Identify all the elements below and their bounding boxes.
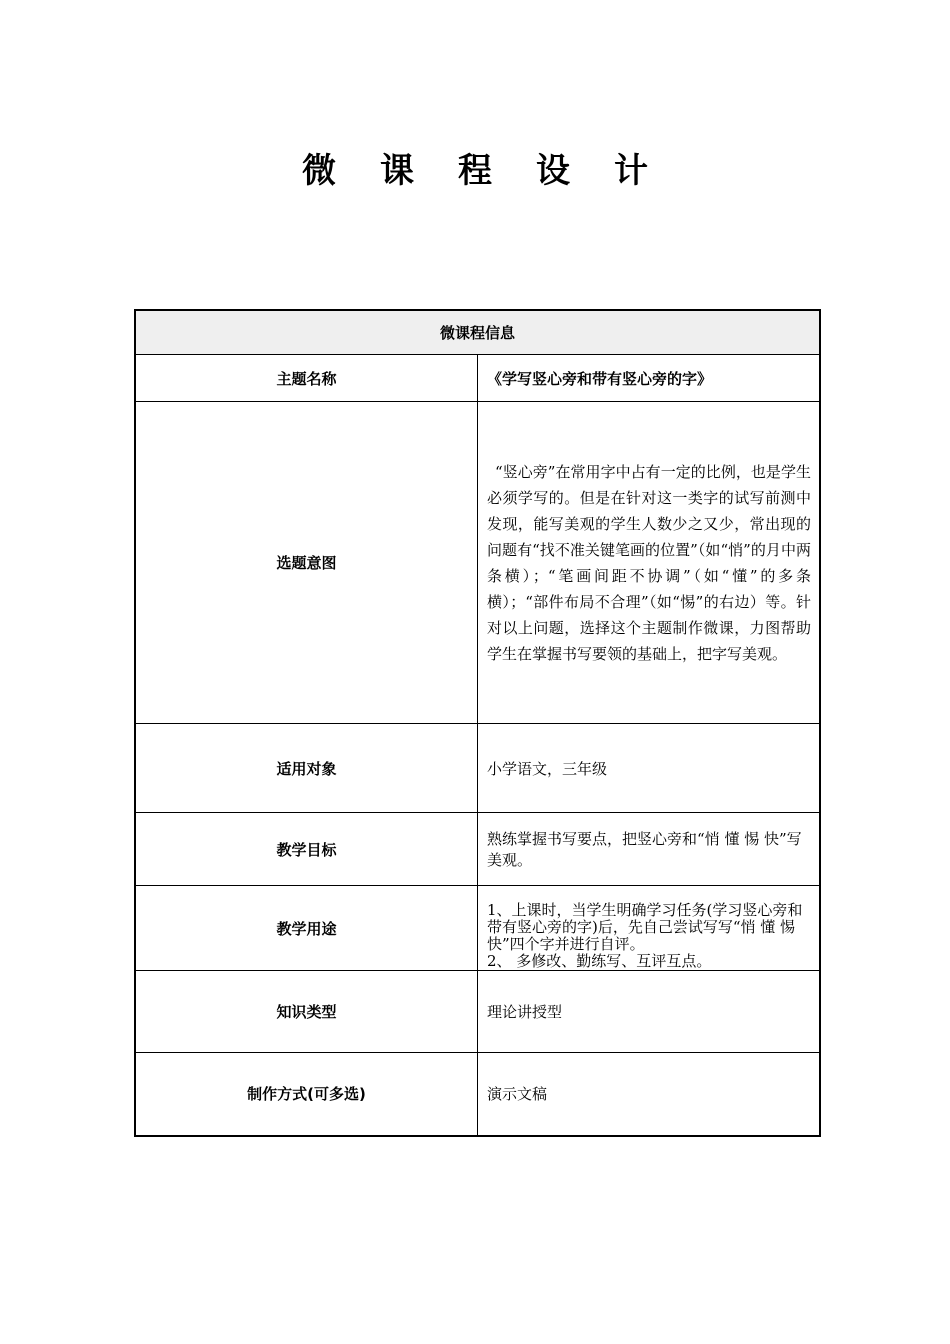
title-char: 程	[458, 151, 492, 191]
method-value: 演示文稿	[478, 1053, 821, 1136]
method-label: 制作方式(可多选)	[135, 1053, 478, 1136]
audience-label: 适用对象	[135, 724, 478, 813]
table-row	[135, 724, 820, 813]
table-row	[135, 813, 820, 886]
intent-label: 选题意图	[135, 402, 478, 724]
topic-label: 主题名称	[135, 355, 478, 402]
table-row	[135, 971, 820, 1053]
audience-value: 小学语文，三年级	[478, 724, 821, 813]
usage-line-1: 1、上课时，当学生明确学习任务(学习竖心旁和带有竖心旁的字)后，先自己尝试写写“悄 懂 惕 快”四个字并进行自评。	[487, 901, 803, 953]
knowledge-value: 理论讲授型	[478, 971, 821, 1053]
table-row	[135, 1053, 820, 1136]
usage-label: 教学用途	[135, 886, 478, 971]
usage-cell	[478, 886, 821, 971]
table-row	[135, 402, 820, 724]
title-char: 课	[380, 151, 414, 191]
title-char: 计	[614, 151, 648, 191]
usage-line-2: 2、 多修改、勤练写、互评互点。	[487, 952, 712, 970]
intent-value: “竖心旁”在常用字中占有一定的比例，也是学生必须学写的。但是在针对这一类字的试写前测中发现，能写美观的学生人数少之又少，常出现的问题有“找不准关键笔画的位置”（如“悄”的月中两条横）；“笔画间距不协调”（如“懂”的多条横）；“部件布局不合理”（如“惕”的右边）等。针对以上问题，选择这个主题制作微课，力图帮助学生在掌握书写要领的基础上，把字写美观。	[487, 462, 811, 663]
topic-value: 《学写竖心旁和带有竖心旁的字》	[478, 355, 821, 402]
title-char: 微	[302, 151, 336, 191]
title-char: 设	[536, 151, 570, 191]
knowledge-label: 知识类型	[135, 971, 478, 1053]
table-header-row	[135, 310, 820, 355]
course-info-table	[134, 309, 821, 1137]
table-header: 微课程信息	[135, 310, 820, 355]
goal-value: 熟练掌握书写要点，把竖心旁和“悄 懂 惕 快”写美观。	[478, 813, 821, 886]
table-row	[135, 355, 820, 402]
document-title	[0, 143, 950, 192]
goal-label: 教学目标	[135, 813, 478, 886]
intent-cell	[478, 402, 821, 724]
table-row	[135, 886, 820, 971]
